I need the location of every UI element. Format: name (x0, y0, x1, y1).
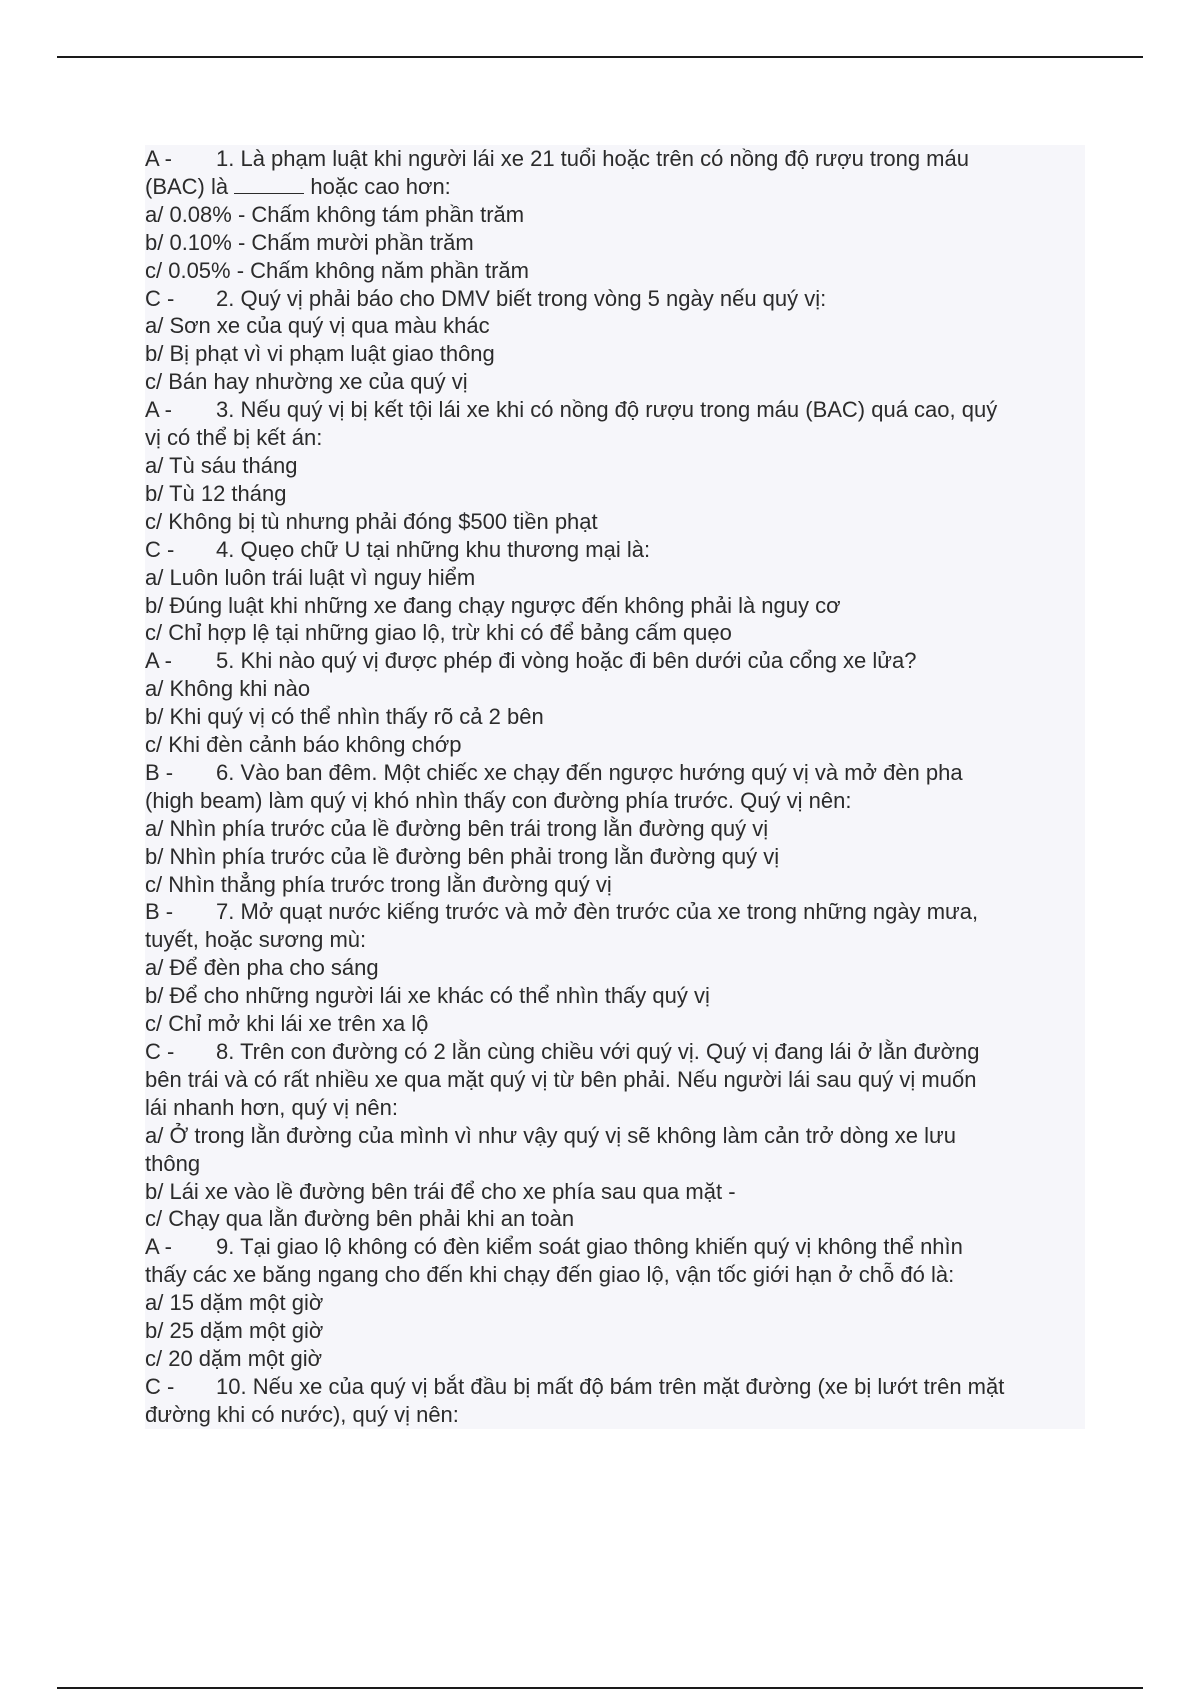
option: b/ Tù 12 tháng (145, 480, 1085, 508)
option: a/ Nhìn phía trước của lề đường bên trái trong lằn đường quý vị (145, 815, 1085, 843)
question-text: 1. Là phạm luật khi người lái xe 21 tuổi hoặc trên có nồng độ rượu trong máu (216, 146, 969, 171)
question-8 (145, 1038, 1085, 1066)
answer-key: A - (145, 648, 172, 674)
question-text: hoặc cao hơn: (310, 173, 451, 199)
question-text: 5. Khi nào quý vị được phép đi vòng hoặc đi bên dưới của cổng xe lửa? (216, 648, 917, 674)
question-text: 10. Nếu xe của quý vị bắt đầu bị mất độ bám trên mặt đường (xe bị lướt trên mặt (216, 1373, 1005, 1399)
fill-in-blank (234, 175, 304, 194)
option: a/ 0.08% - Chấm không tám phần trăm (145, 201, 1085, 229)
option: a/ Sơn xe của quý vị qua màu khác (145, 312, 1085, 340)
option: a/ Không khi nào (145, 675, 1085, 703)
question-text: (BAC) là (145, 173, 229, 199)
question-text: 2. Quý vị phải báo cho DMV biết trong vòng 5 ngày nếu quý vị: (216, 285, 827, 311)
option: a/ Luôn luôn trái luật vì nguy hiểm (145, 564, 1085, 592)
question-4 (145, 536, 1085, 564)
answer-key: C - (145, 1039, 175, 1064)
question-1-continuation (145, 173, 1085, 201)
answer-key: B - (145, 899, 174, 925)
question-5 (145, 647, 1085, 675)
option: c/ Chỉ mở khi lái xe trên xa lộ (145, 1010, 1085, 1038)
question-text: 8. Trên con đường có 2 lằn cùng chiều với quý vị. Quý vị đang lái ở lằn đường (216, 1039, 980, 1064)
question-10-continuation: đường khi có nước), quý vị nên: (145, 1401, 1085, 1429)
question-6-continuation: (high beam) làm quý vị khó nhìn thấy con đường phía trước. Quý vị nên: (145, 787, 1085, 815)
option: c/ Chạy qua lằn đường bên phải khi an toàn (145, 1205, 1085, 1233)
answer-key: C - (145, 1373, 175, 1399)
option: b/ Để cho những người lái xe khác có thể nhìn thấy quý vị (145, 982, 1085, 1010)
answer-key: C - (145, 285, 175, 311)
answer-key: B - (145, 759, 174, 785)
option-continuation: thông (145, 1150, 1085, 1178)
question-text: 6. Vào ban đêm. Một chiếc xe chạy đến ngược hướng quý vị và mở đèn pha (216, 759, 963, 785)
footer-rule (57, 1687, 1143, 1689)
question-6 (145, 759, 1085, 787)
option: b/ Nhìn phía trước của lề đường bên phải trong lằn đường quý vị (145, 843, 1085, 871)
option: c/ 20 dặm một giờ (145, 1345, 1085, 1373)
option: b/ Khi quý vị có thể nhìn thấy rõ cả 2 bên (145, 703, 1085, 731)
option: a/ Ở trong lằn đường của mình vì như vậy quý vị sẽ không làm cản trở dòng xe lưu (145, 1122, 1085, 1150)
option: c/ 0.05% - Chấm không năm phần trăm (145, 257, 1085, 285)
question-9 (145, 1233, 1085, 1261)
option: a/ Để đèn pha cho sáng (145, 954, 1085, 982)
option: b/ 25 dặm một giờ (145, 1317, 1085, 1345)
question-text: 4. Quẹo chữ U tại những khu thương mại là: (216, 536, 651, 562)
question-3-continuation: vị có thể bị kết án: (145, 424, 1085, 452)
answer-key: A - (145, 1234, 172, 1260)
question-8-continuation: lái nhanh hơn, quý vị nên: (145, 1094, 1085, 1122)
question-text: 9. Tại giao lộ không có đèn kiểm soát giao thông khiến quý vị không thể nhìn (216, 1234, 963, 1260)
answer-key: A - (145, 397, 172, 423)
question-9-continuation: thấy các xe băng ngang cho đến khi chạy đến giao lộ, vận tốc giới hạn ở chỗ đó là: (145, 1261, 1085, 1289)
question-text: 3. Nếu quý vị bị kết tội lái xe khi có nồng độ rượu trong máu (BAC) quá cao, quý (216, 397, 998, 423)
question-7 (145, 898, 1085, 926)
question-10 (145, 1373, 1085, 1401)
option: b/ 0.10% - Chấm mười phần trăm (145, 229, 1085, 257)
option: b/ Lái xe vào lề đường bên trái để cho xe phía sau qua mặt - (145, 1178, 1085, 1206)
question-3 (145, 396, 1085, 424)
document-body (145, 145, 1085, 1429)
option: a/ Tù sáu tháng (145, 452, 1085, 480)
answer-key: A - (145, 146, 172, 171)
option: c/ Chỉ hợp lệ tại những giao lộ, trừ khi có để bảng cấm quẹo (145, 619, 1085, 647)
question-1 (145, 145, 1085, 173)
question-7-continuation: tuyết, hoặc sương mù: (145, 926, 1085, 954)
answer-key: C - (145, 536, 175, 562)
option: c/ Không bị tù nhưng phải đóng $500 tiền phạt (145, 508, 1085, 536)
question-2 (145, 285, 1085, 313)
header-rule (57, 56, 1143, 58)
option: c/ Nhìn thẳng phía trước trong lằn đường quý vị (145, 871, 1085, 899)
option: b/ Bị phạt vì vi phạm luật giao thông (145, 340, 1085, 368)
option: a/ 15 dặm một giờ (145, 1289, 1085, 1317)
question-text: 7. Mở quạt nước kiếng trước và mở đèn trước của xe trong những ngày mưa, (216, 899, 979, 925)
option: b/ Đúng luật khi những xe đang chạy ngược đến không phải là nguy cơ (145, 592, 1085, 620)
option: c/ Khi đèn cảnh báo không chớp (145, 731, 1085, 759)
question-8-continuation: bên trái và có rất nhiều xe qua mặt quý vị từ bên phải. Nếu người lái sau quý vị muốn (145, 1066, 1085, 1094)
option: c/ Bán hay nhường xe của quý vị (145, 368, 1085, 396)
